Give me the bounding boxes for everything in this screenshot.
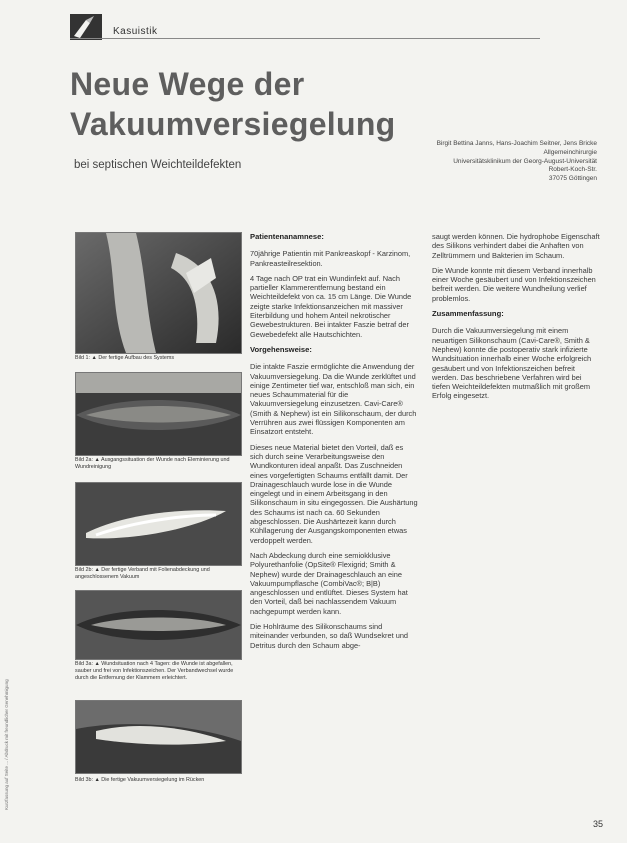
paragraph: saugt werden können. Die hydrophobe Eigenschaft des Silikons verhindert dabei die Anhaften von Zelltrümmern und Bakterien im Schaum. [432, 232, 600, 260]
paragraph: Die Hohlräume des Silikonschaums sind miteinander verbunden, so daß Wundsekret und Detritus durch den Schaum abge- [250, 621, 409, 650]
author-block [357, 140, 597, 184]
paragraph: 70jährige Patientin mit Pankreaskopf - Karzinom, Pankreasteilresektion. [250, 249, 411, 268]
page-number: 35 [592, 819, 603, 829]
paragraph: Die Wunde konnte mit diesem Verband innerhalb einer Woche gesäubert und von Infektionszeichen befreit werden. Die weitere Wundheilung verlief problemlos. [432, 265, 596, 303]
sidebar-note [4, 679, 18, 810]
figure-1-photo [75, 232, 242, 354]
author-street: Robert-Koch-Str. [548, 166, 597, 174]
figure-3a-photo [75, 590, 242, 660]
paragraph: Durch die Vakuumversiegelung mit einem neuartigen Silikonschaum (Cavi-Care®, Smith & Nephew) konnte die postoperativ stark infizierte Wundsituation innerhalb einer Woche erfolgreich gesäubert und von Infektionszeichen befreit werden. Das beschriebene Verfahren wird bei tiefen Weichteildefekten mutmaßlich mit großem Erfolg eingesetzt. [432, 326, 592, 401]
figure-2a-photo [75, 372, 242, 456]
article-title: Neue Wege der Vakuumversiegelung [70, 66, 396, 142]
figure-2b-caption: Bild 2b: ▲ Der fertige Verband mit Folienabdeckung und angeschlossenem Vakuum [75, 567, 210, 580]
figure-3b-photo [75, 700, 242, 774]
text-column-middle [250, 232, 418, 656]
figure-3b-caption: Bild 3b: ▲ Die fertige Vakuumversiegelung im Rücken [75, 777, 205, 783]
author-names: Birgit Bettina Janns, Hans-Joachim Seitner, Jens Bricke [436, 140, 597, 147]
figure-3a-caption: Bild 3a: ▲ Wundsituation nach 4 Tagen: die Wunde ist abgefallen, sauber und frei von Infektionszeichen. Der Verbandwechsel wurde durch die Entfernung der Klammern erleichtert. [75, 661, 234, 681]
text-column-right [432, 232, 600, 407]
heading-vorgehensweise: Vorgehensweise: [250, 344, 312, 354]
paragraph: Die intakte Faszie ermöglichte die Anwendung der Vakuumversiegelung. Da die Wunde zerklüftet und einige Zentimeter tief war, entschloß man sich, ein neues Schaummaterial für die Vakuumversiegelung einzusetzen. Cavi-Care® (Smith & Nephew) ist ein Silikonschaum, der durch Verrühren aus zwei flüssigen Komponenten am Einsatzort entsteht. [250, 362, 417, 437]
paragraph: 4 Tage nach OP trat ein Wundinfekt auf. Nach partieller Klammerentfernung bestand ein Weichteildefekt von ca. 15 cm Länge. Die Wunde zeigte starke Infektionsanzeichen mit massiver Eiterbildung und hohem Anteil nekrotischer Gewebestrukturen. Bei intakter Faszie betraf der Gewebedefekt alle Hautschichten. [250, 273, 412, 339]
header-rule [70, 38, 540, 39]
heading-zusammenfassung: Zusammenfassung: [432, 309, 504, 319]
sidebar-text: Kurzfassung auf Seite ... / Abdruck mit freundlicher Genehmigung [4, 679, 9, 810]
paragraph: Dieses neue Material bietet den Vorteil, daß es sich durch seine Verarbeitungsweise den Wundkonturen ideal anpaßt. Das Zuschneiden eines vorgefertigten Schaums entfällt damit. Der Drainageschlauch wurde lose in die Wunde eingelegt und in einem Arbeitsgang in den Silikonschaum in situ eingegossen. Die Aushärtung des Schaums ist nach ca. 60 Sekunden abgeschlossen. Die Aushärtezeit kann durch Kühllagerung der Ausgangskomponenten etwas verdoppelt werden. [250, 442, 418, 545]
article-subtitle: bei septischen Weichteildefekten [74, 159, 242, 171]
heading-anamnese: Patientenanamnese: [250, 232, 324, 241]
author-institution: Universitätsklinikum der Georg-August-Universität [453, 157, 597, 165]
figure-1-caption: Bild 1: ▲ Der fertige Aufbau des Systems [75, 355, 175, 361]
section-label: Kasuistik [113, 26, 158, 37]
figure-2a-caption: Bild 2a: ▲ Ausgangssituation der Wunde nach Eleminierung und Wundreinigung [75, 457, 230, 470]
section-logo-icon [70, 14, 102, 40]
figure-2b-photo [75, 482, 242, 566]
paragraph: Nach Abdeckung durch eine semiokklusive Polyurethanfolie (OpSite® Flexigrid; Smith & Nephew) wurde der Drainageschlauch an eine Vakuumpumpflasche (CombiVac®; B|B) angeschlossen und entlüftet. Dieses System hat den Vorteil, daß bei nachlassendem Vakuum nachgepumpt werden kann. [250, 550, 408, 616]
author-department: Allgemeinchirurgie [543, 148, 597, 156]
author-city: 37075 Göttingen [548, 175, 597, 183]
